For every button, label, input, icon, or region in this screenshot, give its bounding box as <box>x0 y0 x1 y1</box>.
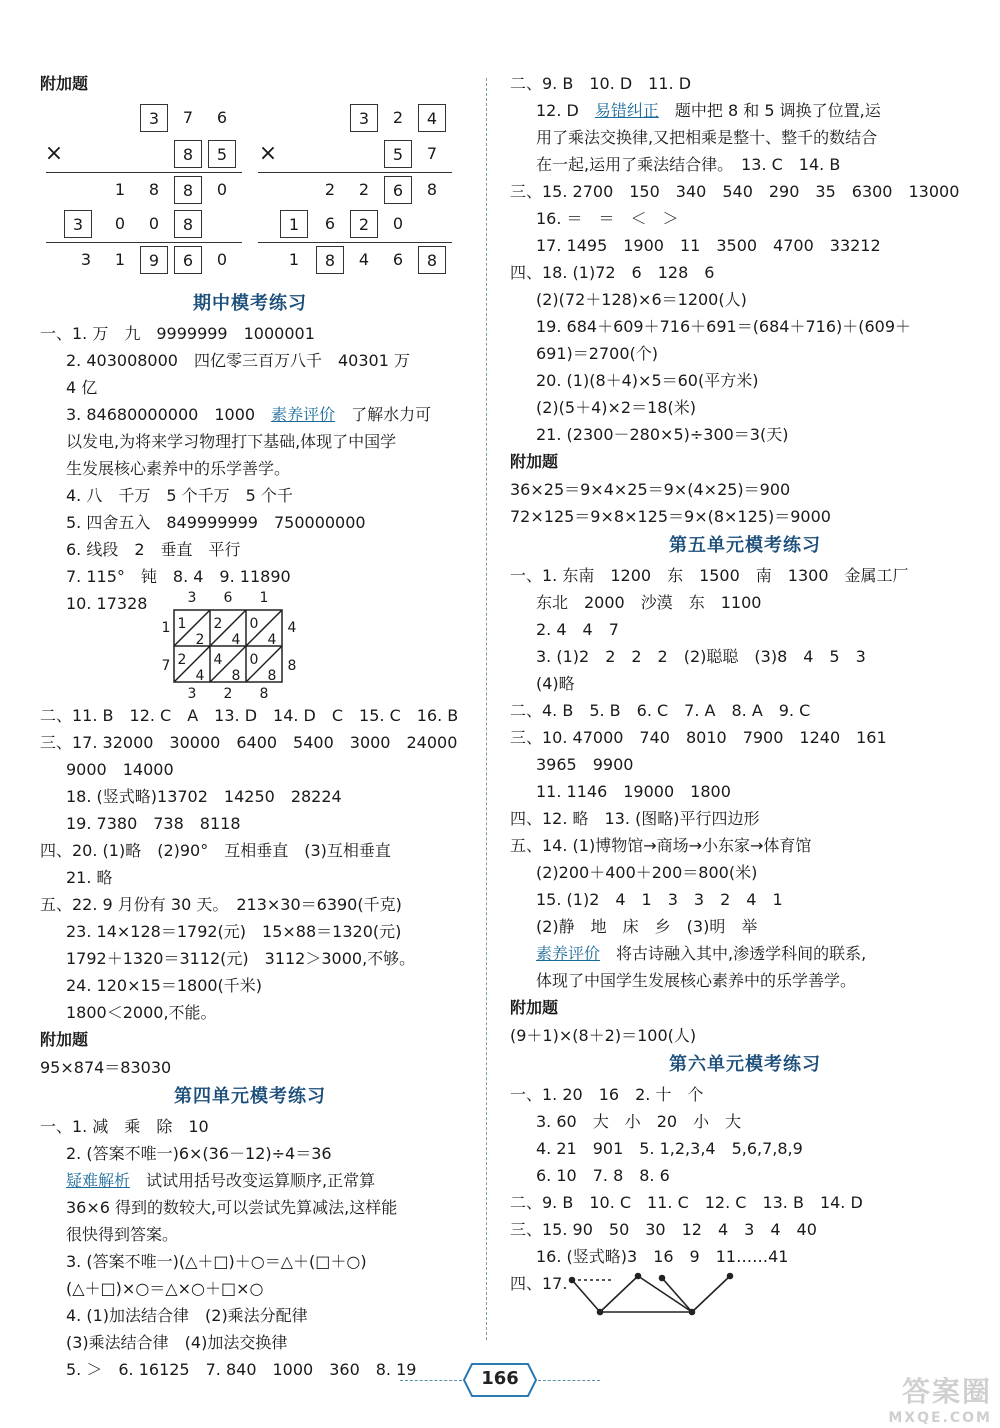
answer-line: 7. 115° 钝 8. 4 9. 11890 <box>66 567 291 586</box>
answer-line: 2. 403008000 四亿零三百万八千 40301 万 <box>66 351 410 370</box>
answer-line: 东北 2000 沙漠 东 1100 <box>536 593 762 612</box>
answer-line: 二、4. B 5. B 6. C 7. A 8. A 9. C <box>510 701 811 720</box>
footer-rule-right <box>538 1380 600 1381</box>
answer-line: 4. (1)加法结合律 (2)乘法分配律 <box>66 1306 308 1325</box>
digit-box: 3 <box>64 210 92 238</box>
answer-line: 1800＜2000,不能。 <box>66 1003 217 1022</box>
answer-line: 1792＋1320＝3112(元) 3112＞3000,不够。 <box>66 949 416 968</box>
section-title-unit6: 第六单元模考练习 <box>669 1054 821 1075</box>
answer-line: 在一起,运用了乘法结合律。 13. C 14. B <box>536 155 841 174</box>
svg-text:0: 0 <box>249 616 259 632</box>
answer-line: 一、1. 万 九 9999999 1000001 <box>40 324 315 343</box>
svg-text:4: 4 <box>267 632 277 648</box>
answer-line: 二、9. B 10. D 11. D <box>510 74 692 93</box>
answer-line: 一、1. 20 16 2. 十 个 <box>510 1085 704 1104</box>
answer-line: 6. 10 7. 8 8. 6 <box>536 1166 670 1185</box>
digit-box: 9 <box>140 246 168 274</box>
answer-line: 疑难解析 试试用括号改变运算顺序,正常算 <box>66 1171 376 1190</box>
answer-line: 36×25＝9×4×25＝9×(4×25)＝900 <box>510 480 791 499</box>
answer-line: 21. (2300－280×5)÷300＝3(天) <box>536 425 789 444</box>
rule-line <box>46 172 242 173</box>
answer-line: 四、18. (1)72 6 128 6 <box>510 263 715 282</box>
answer-line: 3. (答案不唯一)(△＋□)＋○＝△＋(□＋○) <box>66 1252 367 1271</box>
answer-line: (2)(72＋128)×6＝1200(人) <box>536 290 747 309</box>
answer-line: 四、20. (1)略 (2)90° 互相垂直 (3)互相垂直 <box>40 841 391 860</box>
digit: 2 <box>358 180 370 199</box>
watermark-logo: 答案圈 MXQE.COM <box>888 1375 992 1426</box>
answer-line: (△＋□)×○＝△×○＋□×○ <box>66 1279 264 1298</box>
answer-line: 23. 14×128＝1792(元) 15×88＝1320(元) <box>66 922 402 941</box>
digit: 1 <box>114 180 126 199</box>
answer-line: 10. 17328 <box>66 594 148 613</box>
section-title-unit5: 第五单元模考练习 <box>669 535 821 556</box>
lattice-multiplication <box>158 590 308 702</box>
answer-line: 691)＝2700(个) <box>536 344 658 363</box>
digit: 6 <box>324 214 336 233</box>
digit: 1 <box>288 250 300 269</box>
lattice-bottom-digit: 2 <box>223 686 233 702</box>
lattice-top-digit: 3 <box>187 590 197 606</box>
answer-line: 4 亿 <box>66 378 98 397</box>
digit-box: 6 <box>384 176 412 204</box>
svg-text:4: 4 <box>195 668 205 684</box>
rule-line <box>258 172 452 173</box>
answer-line: 16. (竖式略)3 16 9 11……41 <box>536 1247 789 1266</box>
answer-line: 5. 四舍五入 849999999 750000000 <box>66 513 366 532</box>
svg-text:2: 2 <box>195 632 205 648</box>
answer-line: 4. 21 901 5. 1,2,3,4 5,6,7,8,9 <box>536 1139 803 1158</box>
answer-line: 很快得到答案。 <box>66 1225 179 1244</box>
digit: 0 <box>216 250 228 269</box>
left-column <box>40 70 460 1383</box>
footer-rule-left <box>400 1380 462 1381</box>
answer-line: 19. 684＋609＋716＋691＝(684＋716)＋(609＋ <box>536 317 912 336</box>
answer-line: 二、9. B 10. C 11. C 12. C 13. B 14. D <box>510 1193 863 1212</box>
answer-line: (4)略 <box>536 674 575 693</box>
answer-line: 18. (竖式略)13702 14250 28224 <box>66 787 342 806</box>
answer-line: 生发展核心素养中的乐学善学。 <box>66 459 291 478</box>
answer-line: 三、10. 47000 740 8010 7900 1240 161 <box>510 728 887 747</box>
svg-text:8: 8 <box>231 668 241 684</box>
lattice-left-digit: 1 <box>161 620 171 636</box>
digit: 4 <box>358 250 370 269</box>
answer-line: 24. 120×15＝1800(千米) <box>66 976 263 995</box>
multiplication-diagrams <box>40 98 460 288</box>
answer-line: (2)(5＋4)×2＝18(米) <box>536 398 696 417</box>
lattice-bottom-digit: 3 <box>187 686 197 702</box>
digit: 0 <box>148 214 160 233</box>
page-number: 166 <box>481 1368 519 1389</box>
extra-heading: 附加题 <box>510 452 559 471</box>
answer-line: 五、14. (1)博物馆→商场→小东家→体育馆 <box>510 836 812 855</box>
svg-text:4: 4 <box>231 632 241 648</box>
svg-text:0: 0 <box>249 652 259 668</box>
lattice-right-digit: 8 <box>287 658 297 674</box>
svg-text:1: 1 <box>177 616 187 632</box>
rule-line <box>46 242 242 243</box>
answer-line: 五、22. 9 月份有 30 天。 213×30＝6390(千克) <box>40 895 402 914</box>
lattice-right-digit: 4 <box>287 620 297 636</box>
connecting-lines-diagram <box>564 1272 744 1318</box>
digit: 0 <box>114 214 126 233</box>
digit: 8 <box>426 180 438 199</box>
digit-box: 5 <box>384 140 412 168</box>
answer-line: 12. D 易错纠正 题中把 8 和 5 调换了位置,运 <box>536 101 881 120</box>
answer-line: 17. 1495 1900 11 3500 4700 33212 <box>536 236 881 255</box>
extra-heading: 附加题 <box>40 1030 89 1049</box>
answer-line: 19. 7380 738 8118 <box>66 814 241 833</box>
digit-box: 1 <box>280 210 308 238</box>
digit-box: 6 <box>174 246 202 274</box>
answer-line: 用了乘法交换律,又把相乘是整十、整千的数结合 <box>536 128 878 147</box>
answer-line: 6. 线段 2 垂直 平行 <box>66 540 241 559</box>
digit: 0 <box>392 214 404 233</box>
digit: 7 <box>426 144 438 163</box>
digit-box: 3 <box>350 104 378 132</box>
lattice-top-digit: 6 <box>223 590 233 606</box>
answer-line: 3. 60 大 小 20 小 大 <box>536 1112 742 1131</box>
answer-line: 一、1. 东南 1200 东 1500 南 1300 金属工厂 <box>510 566 909 585</box>
answer-line: 95×874＝83030 <box>40 1058 172 1077</box>
extra-heading: 附加题 <box>40 74 89 93</box>
answer-line: 3. (1)2 2 2 2 (2)聪聪 (3)8 4 5 3 <box>536 647 866 666</box>
answer-line: 20. (1)(8＋4)×5＝60(平方米) <box>536 371 759 390</box>
digit-box: 8 <box>418 246 446 274</box>
digit-box: 2 <box>350 210 378 238</box>
digit: 3 <box>80 250 92 269</box>
answer-line: 2. (答案不唯一)6×(36－12)÷4＝36 <box>66 1144 332 1163</box>
rule-line <box>258 242 452 243</box>
digit-box: 3 <box>140 104 168 132</box>
digit: 0 <box>216 180 228 199</box>
answer-line: 5. ＞ 6. 16125 7. 840 1000 360 8. 19 <box>66 1360 417 1379</box>
answer-line: 体现了中国学生发展核心素养中的乐学善学。 <box>536 971 857 990</box>
times-sign: × <box>258 141 278 166</box>
digit-box: 4 <box>418 104 446 132</box>
answer-line: 二、11. B 12. C A 13. D 14. D C 15. C 16. B <box>40 706 459 725</box>
answer-line: 21. 略 <box>66 868 113 887</box>
answer-line: 72×125＝9×8×125＝9×(8×125)＝9000 <box>510 507 831 526</box>
digit-box: 5 <box>208 140 236 168</box>
answer-line: 素养评价 将古诗融入其中,渗透学科间的联系, <box>536 944 867 963</box>
answer-line: (9＋1)×(8＋2)＝100(人) <box>510 1026 697 1045</box>
lattice-left-digit: 7 <box>161 658 171 674</box>
answer-line: 四、12. 略 13. (图略)平行四边形 <box>510 809 760 828</box>
section-title-unit4: 第四单元模考练习 <box>174 1086 326 1107</box>
answer-line: 2. 4 4 7 <box>536 620 619 639</box>
answer-line: 一、1. 减 乘 除 10 <box>40 1117 209 1136</box>
answer-line: 15. (1)2 4 1 3 3 2 4 1 <box>536 890 783 909</box>
digit-box: 8 <box>316 246 344 274</box>
answer-line: (2)200＋400＋200＝800(米) <box>536 863 758 882</box>
line-diagram-row <box>510 1270 980 1320</box>
digit: 1 <box>114 250 126 269</box>
answer-line: (2)静 地 床 乡 (3)明 举 <box>536 917 758 936</box>
answer-line: 以发电,为将来学习物理打下基础,体现了中国学 <box>66 432 397 451</box>
answer-line: 36×6 得到的数较大,可以尝试先算减法,这样能 <box>66 1198 398 1217</box>
times-sign: × <box>44 141 64 166</box>
answer-line: 三、15. 2700 150 340 540 290 35 6300 13000 <box>510 182 960 201</box>
svg-text:2: 2 <box>213 616 223 632</box>
digit: 6 <box>216 108 228 127</box>
right-column <box>510 70 980 1320</box>
answer-line: 16. ＝ ＝ ＜ ＞ <box>536 209 679 228</box>
lattice-top-digit: 1 <box>259 590 269 606</box>
answer-line: 11. 1146 19000 1800 <box>536 782 731 801</box>
lattice-block <box>40 590 460 702</box>
svg-text:4: 4 <box>213 652 223 668</box>
digit: 2 <box>324 180 336 199</box>
error-correction-tag: 易错纠正 <box>594 101 659 120</box>
digit: 2 <box>392 108 404 127</box>
answer-line: 四、17. <box>510 1274 568 1293</box>
answer-line: 3. 84680000000 1000 素养评价 了解水力可 <box>66 405 432 424</box>
literacy-tag: 素养评价 <box>271 405 336 424</box>
answer-line: (3)乘法结合律 (4)加法交换律 <box>66 1333 288 1352</box>
svg-text:8: 8 <box>267 668 277 684</box>
digit-box: 8 <box>174 176 202 204</box>
column-divider <box>486 78 487 1340</box>
digit: 6 <box>392 250 404 269</box>
svg-text:2: 2 <box>177 652 187 668</box>
answer-line: 三、17. 32000 30000 6400 5400 3000 24000 <box>40 733 458 752</box>
difficulty-tag: 疑难解析 <box>66 1171 131 1190</box>
section-title-midterm: 期中模考练习 <box>193 293 307 314</box>
digit: 7 <box>182 108 194 127</box>
answer-line: 三、15. 90 50 30 12 4 3 4 40 <box>510 1220 817 1239</box>
lattice-bottom-digit: 8 <box>259 686 269 702</box>
answer-line: 9000 14000 <box>66 760 174 779</box>
answer-line: 4. 八 千万 5 个千万 5 个千 <box>66 486 293 505</box>
literacy-tag: 素养评价 <box>536 944 601 963</box>
answer-line: 3965 9900 <box>536 755 634 774</box>
digit-box: 8 <box>174 140 202 168</box>
digit: 8 <box>148 180 160 199</box>
digit-box: 8 <box>174 210 202 238</box>
extra-heading: 附加题 <box>510 998 559 1017</box>
